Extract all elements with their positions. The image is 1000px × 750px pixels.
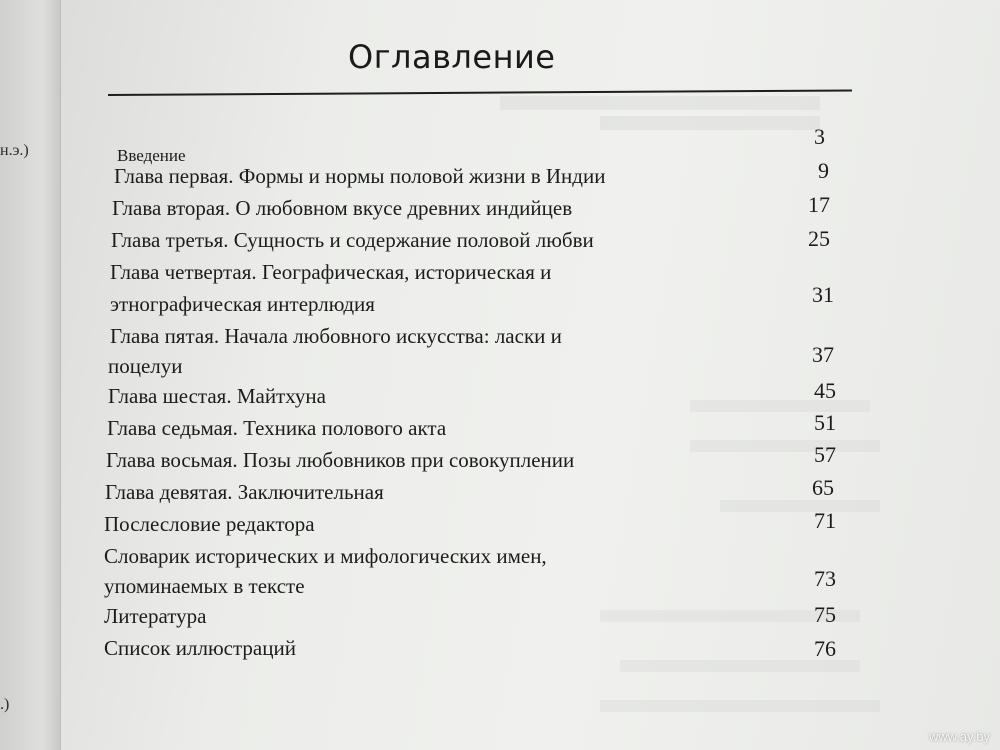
toc-page-number: 73 [814, 566, 836, 591]
watermark: www.ay.by [928, 729, 990, 744]
toc-entry-chapter-3: Глава третья. Сущность и содержание половой любви [111, 228, 594, 252]
toc-entry-bibliography: Литература [104, 604, 207, 628]
toc-entry-chapter-7: Глава седьмая. Техника полового акта [107, 416, 447, 440]
toc-entry-illustrations: Список иллюстраций [104, 636, 296, 660]
toc-page-number: 31 [812, 282, 834, 307]
toc-entry-chapter-5-line-2: поцелуи [108, 354, 183, 378]
margin-note-top: н.э.) [0, 142, 29, 159]
toc-page-number: 3 [814, 124, 825, 149]
toc-page-number: 17 [808, 192, 830, 217]
toc-page-number: 75 [814, 602, 836, 627]
toc-page-number: 37 [812, 342, 834, 367]
toc-entry-chapter-2: Глава вторая. О любовном вкусе древних индийцев [112, 196, 573, 220]
toc-entry-glossary-line-2: упоминаемых в тексте [104, 574, 305, 598]
toc-page-number: 76 [814, 636, 836, 661]
toc-entry-introduction: Введение [117, 146, 186, 165]
toc-entry-glossary-line-1: Словарик исторических и мифологических имен, [104, 544, 547, 568]
toc-entry-chapter-5-line-1: Глава пятая. Начала любовного искусства: ласки и [110, 324, 562, 348]
toc-page-number: 25 [808, 226, 830, 251]
toc-entry-chapter-4-line-1: Глава четвертая. Географическая, историческая и [110, 260, 552, 284]
toc-page-number: 65 [812, 475, 834, 500]
toc-page-number: 45 [814, 378, 836, 403]
toc-entry-chapter-1: Глава первая. Формы и нормы половой жизни в Индии [114, 164, 606, 188]
toc-entry-afterword: Послесловие редактора [104, 512, 315, 536]
margin-note-bottom: .) [0, 696, 10, 713]
toc-entry-chapter-8: Глава восьмая. Позы любовников при совокуплении [106, 448, 575, 472]
toc-page-number: 57 [814, 442, 836, 467]
toc-page-number: 51 [814, 410, 836, 435]
toc-page-number: 9 [818, 158, 829, 183]
toc-entry-chapter-4-line-2: этнографическая интерлюдия [110, 292, 375, 316]
toc-page-number: 71 [814, 508, 836, 533]
page-title: Оглавление [348, 38, 556, 76]
toc-entry-chapter-6: Глава шестая. Майтхуна [108, 384, 326, 408]
toc-entry-chapter-9: Глава девятая. Заключительная [105, 480, 384, 504]
